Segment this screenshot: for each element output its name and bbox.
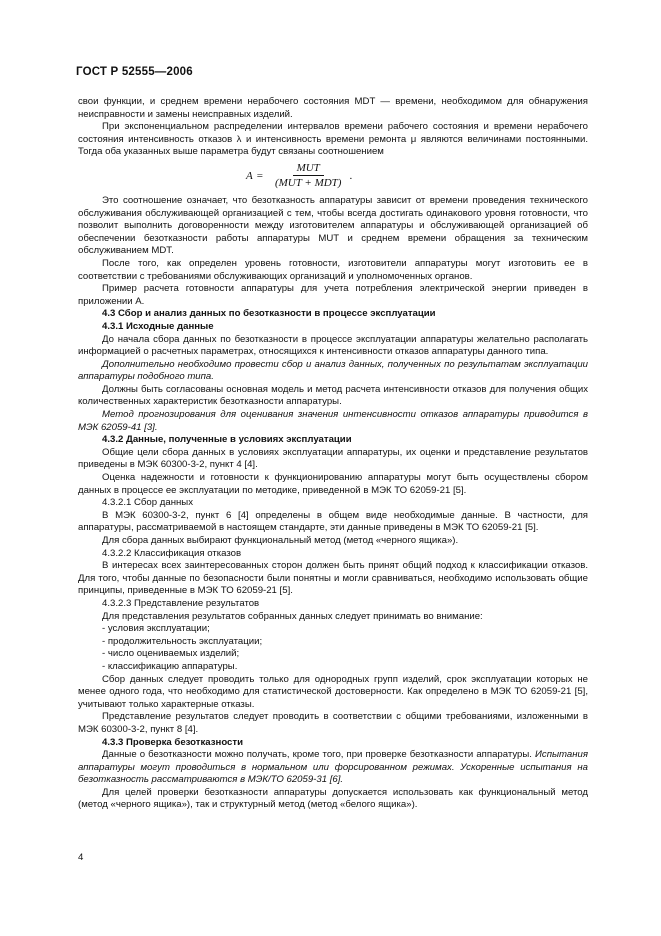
paragraph: Оценка надежности и готовности к функционированию аппаратуры могут быть осуществлены сбором данных в процессе ее эксплуатации по методике, приведенной в МЭК ТО 62059-21 [5]. [78, 472, 588, 496]
formula-equals: = [256, 169, 263, 182]
list-item: - продолжительность эксплуатации; [102, 635, 263, 647]
document-header: ГОСТ Р 52555—2006 [76, 66, 193, 78]
formula-end: . [349, 169, 353, 182]
formula-lhs: A [246, 169, 253, 182]
paragraph-italic-text: Испытания аппаратуры могут проводиться в нормальном или форсированном режимах. Ускоренные испытания на безотказность рассматриваются в МЭК/ТО 62059-31 [6]. [78, 749, 588, 786]
list-item: - число оцениваемых изделий; [102, 648, 240, 660]
subsection-heading: 4.3.2.2 Классификация отказов [102, 547, 242, 559]
paragraph: При экспоненциальном распределении интервалов времени рабочего состояния и времени нерабочего состояния интенсивность отказов λ и интенсивность времени ремонта μ являются величинами постоянными. Тогда оба указанных выше параметра будут связаны соотношением [78, 121, 588, 158]
section-heading: 4.3 Сбор и анализ данных по безотказности в процессе эксплуатации [102, 308, 436, 320]
subsection-heading: 4.3.2.1 Сбор данных [102, 497, 193, 509]
paragraph: Дополнительно необходимо провести сбор и анализ данных, полученных по результатам эксплуатации аппаратуры подобного типа. [78, 358, 588, 383]
paragraph: Это соотношение означает, что безотказность аппаратуры зависит от времени проведения технического обслуживания обслуживающей организацией с тем, чтобы всегда достигать одинакового уровня готовности, что позволит выполнить договоренности между изготовителем аппаратуры и обслуживающей организацией об обеспечении безотказности работы аппаратуры MUT и среднем времени обращения за техническим обслуживанием MDT. [78, 194, 588, 257]
availability-formula [78, 161, 588, 191]
paragraph: Сбор данных следует проводить только для однородных групп изделий, срок эксплуатации которых не менее одного года, что необходимо для статистической достоверности. Как определено в МЭК ТО 62059-21 [5], учитывают только характерные отказы. [78, 673, 588, 710]
section-heading: 4.3.3 Проверка безотказности [102, 736, 243, 748]
paragraph: Для представления результатов собранных данных следует принимать во внимание: [102, 610, 483, 622]
paragraph [78, 749, 588, 787]
subsection-heading: 4.3.2.3 Представление результатов [102, 597, 260, 609]
paragraph: Представление результатов следует проводить в соответствии с общими требованиями, изложенными в МЭК 60300-3-2, пункт 8 [4]. [78, 711, 588, 735]
formula-fraction [271, 162, 346, 190]
list-item: - классификацию аппаратуры. [102, 660, 238, 672]
paragraph: Метод прогнозирования для оценивания значения интенсивности отказов аппаратуры приводится в МЭК 62059-41 [3]. [78, 409, 588, 433]
paragraph: В МЭК 60300-3-2, пункт 6 [4] определены в общем виде необходимые данные. В частности, для аппаратуры, рассматриваемой в настоящем стандарте, эти данные приведены в МЭК ТО 62059-21 [5]. [78, 509, 588, 534]
section-heading: 4.3.1 Исходные данные [102, 320, 214, 332]
paragraph: Должны быть согласованы основная модель и метод расчета интенсивности отказов для получения общих количественных характеристик безотказности аппаратуры. [78, 383, 588, 408]
formula-numerator: MUT [293, 162, 324, 177]
paragraph: свои функции, и среднем времени нерабочего состояния MDT — времени, необходимом для обнаружения неисправности и замены неисправных изделий. [78, 96, 588, 120]
document-body [78, 96, 588, 812]
paragraph: Для целей проверки безотказности аппаратуры допускается использовать как функциональный метод (метод «черного ящика»), так и структурный метод (метод «белого ящика»). [78, 786, 588, 811]
section-heading: 4.3.2 Данные, полученные в условиях эксплуатации [102, 434, 352, 446]
list-item: - условия эксплуатации; [102, 623, 210, 635]
page-number: 4 [78, 852, 84, 863]
paragraph-text: Данные о безотказности можно получать, кроме того, при проверке безотказности аппаратуры. [102, 749, 536, 761]
paragraph: После того, как определен уровень готовности, изготовители аппаратуры могут изготовить ее в соответствии с требованиями обслуживающих организаций и уполномоченных органов. [78, 257, 588, 282]
paragraph: Общие цели сбора данных в условиях эксплуатации аппаратуры, их оценки и представление результатов приведены в МЭК 60300-3-2, пункт 4 [4]. [78, 446, 588, 471]
formula-denominator: (MUT + MDT) [274, 177, 342, 190]
paragraph: В интересах всех заинтересованных сторон должен быть принят общий подход к классификации отказов. Для того, чтобы данные по безопасности были понятны и могли сравниваться, необходимо использовать общие принципы, приведенные в МЭК ТО 62059-21 [5]. [78, 560, 588, 597]
paragraph: До начала сбора данных по безотказности в процессе эксплуатации аппаратуры желательно располагать информацией о расчетных параметрах, относящихся к интенсивности отказов аппаратуры данного типа. [78, 333, 588, 358]
paragraph: Пример расчета готовности аппаратуры для учета потребления электрической энергии приведен в приложении А. [78, 283, 588, 307]
paragraph: Для сбора данных выбирают функциональный метод (метод «черного ящика»). [102, 535, 459, 546]
